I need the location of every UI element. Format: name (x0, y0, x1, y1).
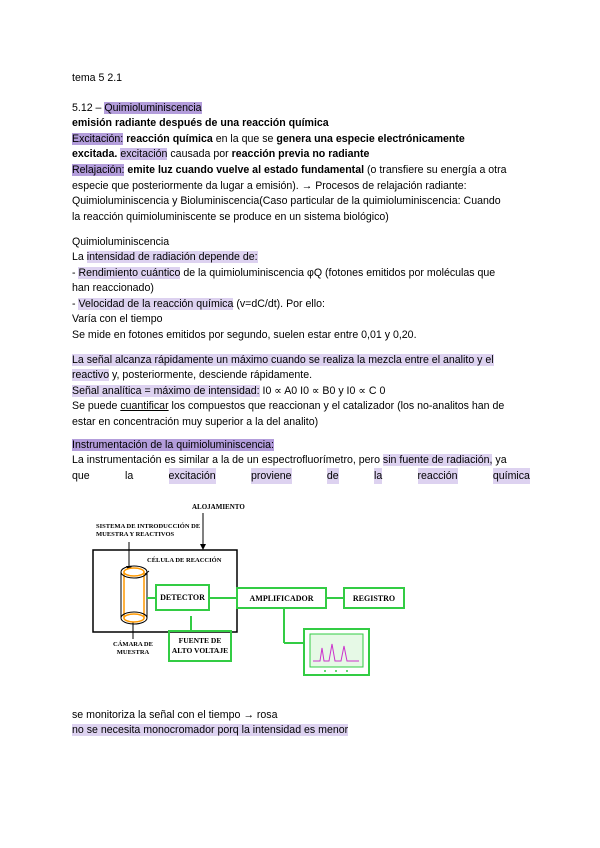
section-heading (72, 100, 202, 116)
word: química (492, 470, 530, 482)
bullet-1-highlight: Rendimiento cuántico (78, 267, 181, 279)
footer-line-2 (72, 722, 348, 738)
bullet-dash: - (72, 267, 79, 279)
relajacion-line-4: la reacción quimioluminiscente se produce en un sistema biológico) (72, 211, 389, 223)
excitacion-line-2 (72, 146, 369, 162)
relajacion-line-1 (72, 162, 530, 178)
quimio-bullet-2 (72, 296, 325, 312)
excitacion-bold-2: excitada. (72, 148, 118, 160)
excitacion-highlight: excitación (120, 148, 168, 160)
instrum-text-1: La instrumentación es similar a la de un espectrofluorímetro, pero (72, 454, 383, 466)
bullet-2-highlight: Velocidad de la reacción química (78, 298, 234, 310)
fuente-box: FUENTE DE ALTO VOLTAJE (168, 630, 232, 662)
bullet-dash: - (72, 298, 79, 310)
word: la (124, 470, 134, 482)
bullet-2-text: (v=dC/dt). Por ello: (233, 298, 325, 310)
senal-line-3 (72, 383, 385, 399)
quimio-line-1 (72, 249, 258, 265)
instrum-line-1 (72, 452, 507, 468)
word: de (326, 470, 339, 482)
word: proviene (250, 470, 292, 482)
relajacion-bold: emite luz cuando vuelve al estado fundamental (127, 164, 365, 176)
senal-line-4 (72, 398, 504, 414)
excitacion-label: Excitación: (72, 133, 124, 145)
instrum-title-text: Instrumentación de la quimioluminiscencia: (72, 439, 274, 451)
excitacion-text-2: causada por (170, 148, 229, 160)
relajacion-line-2: especie que posteriormente da lugar a emisión). → Procesos de relajación radiante: (72, 180, 467, 192)
quimio-title: Quimioluminiscencia (72, 236, 170, 248)
section-title: Quimioluminiscencia (104, 102, 202, 114)
instrum-text-2: ya (492, 454, 507, 466)
excitacion-bold-3: reacción previa no radiante (231, 148, 370, 160)
word: reacción (417, 470, 458, 482)
section-subtitle: emisión radiante después de una reacción química (72, 117, 329, 129)
excitacion-bold: genera una especie electrónicamente (276, 133, 465, 145)
relajacion-line-3: Quimioluminiscencia y Bioluminiscencia(Caso particular de la quimioluminiscencia: Cuando (72, 195, 501, 207)
senal-highlight-3: Señal analítica = máximo de intensidad: (72, 385, 260, 397)
senal-line-5: estar en concentración muy superior a la del analito) (72, 416, 319, 428)
instrum-title (72, 437, 274, 453)
senal-text-2: y, posteriormente, desciende rápidamente. (109, 369, 313, 381)
word: la (373, 470, 383, 482)
senal-underlined: cuantificar (120, 400, 169, 412)
senal-line-1 (72, 352, 494, 368)
registro-box: REGISTRO (343, 587, 405, 609)
quimio-bullet-1-cont: han reaccionado) (72, 282, 154, 294)
senal-text-3: I0 ∝ A0 I0 ∝ B0 y I0 ∝ C 0 (259, 385, 386, 397)
bullet-1-text: de la quimioluminiscencia φQ (fotones emitidos por moléculas que (180, 267, 496, 279)
section-number: 5.12 – (72, 102, 102, 114)
instrum-line-2 (72, 468, 530, 484)
quimio-mide: Se mide en fotones emitidos por segundo, suelen estar entre 0,01 y 0,20. (72, 329, 417, 341)
senal-highlight-2: reactivo (72, 369, 110, 381)
relajacion-text: (o transfiere su energía a otra (366, 164, 507, 176)
footer-line-1: se monitoriza la señal con el tiempo → rosa (72, 709, 278, 721)
excitacion-line-1 (72, 131, 530, 147)
quimio-bullet-1 (72, 265, 495, 281)
word: que (72, 470, 90, 482)
footer-highlight: no se necesita monocromador porq la intensidad es menor (72, 724, 349, 736)
excitacion-term: reacción química (126, 133, 213, 145)
relajacion-label: Relajación: (72, 164, 125, 176)
senal-highlight-1: La señal alcanza rápidamente un máximo cuando se realiza la mezcla entre el analito y el (72, 354, 494, 366)
sistema-label: SISTEMA DE INTRODUCCIÓN DE MUESTRA Y REACTIVOS (96, 523, 201, 538)
amplificador-box: AMPLIFICADOR (236, 587, 327, 609)
alojamiento-label: ALOJAMIENTO (192, 503, 245, 511)
detector-box: DETECTOR (155, 584, 210, 611)
instrum-highlight: sin fuente de radiación, (382, 454, 493, 466)
quimio-highlight: intensidad de radiación depende de: (86, 251, 258, 263)
instrumentation-diagram (71, 493, 531, 693)
quimio-varia: Varía con el tiempo (72, 313, 163, 325)
word: excitación (168, 470, 216, 482)
senal-text-4a: Se puede (72, 400, 121, 412)
quimio-text: La (72, 251, 87, 263)
camara-label: CÁMARA DE MUESTRA (113, 641, 153, 656)
page-header: tema 5 2.1 (72, 72, 123, 84)
senal-line-2 (72, 367, 312, 383)
excitacion-text: en la que se (215, 133, 274, 145)
celula-label: CÉLULA DE REACCIÓN (147, 557, 222, 564)
senal-text-4b: los compuestos que reaccionan y el catalizador (los no-analitos han de (168, 400, 505, 412)
